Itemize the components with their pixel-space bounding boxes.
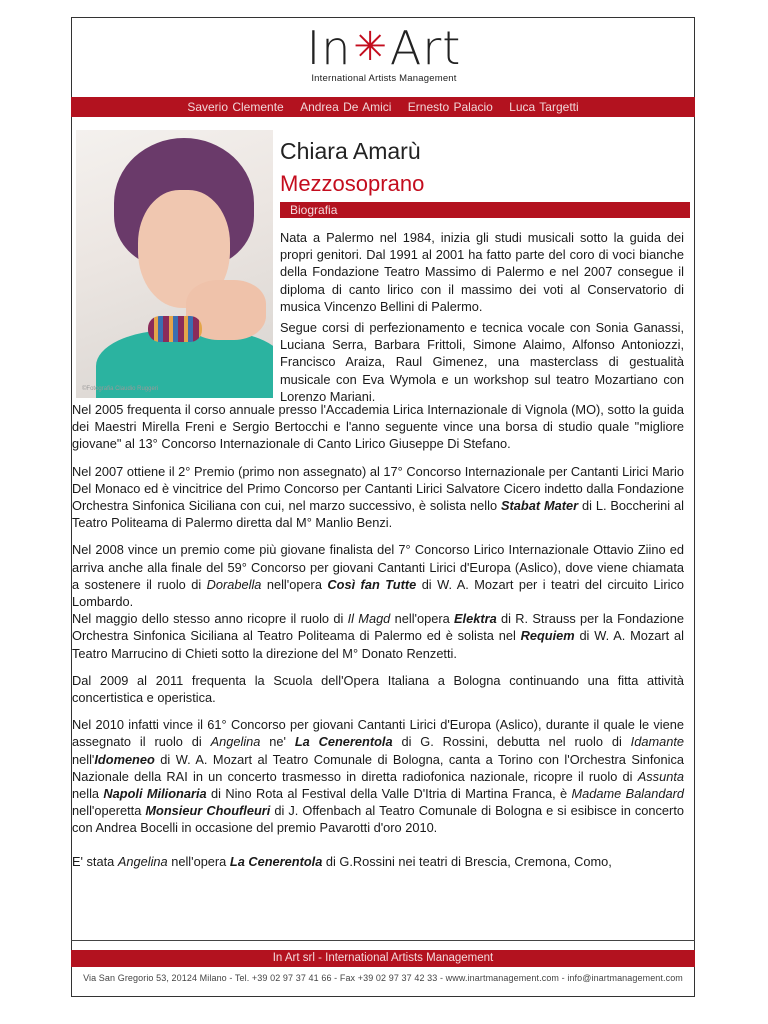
text-run: di Nino Rota al Festival della Valle D'Itria di Martina Franca, è (206, 786, 572, 802)
bio-paragraph (72, 853, 684, 870)
logo-right: Art (389, 21, 462, 75)
footer-address: Via San Gregorio 53, 20124 Milano - Tel. +39 02 97 37 41 66 - Fax +39 02 97 37 42 33 - www.inartmanagement.com - info@inartmanagement.com (83, 973, 683, 983)
work-title: La Cenerentola (229, 853, 323, 869)
artist-photo (76, 130, 273, 398)
artist-name: Chiara Amarù (280, 138, 421, 164)
work-title: Stabat Mater (500, 498, 579, 514)
work-title: La Cenerentola (294, 734, 393, 750)
text-run: nell'opera (261, 576, 328, 592)
text-run: nella (72, 786, 104, 802)
work-title: Requiem (520, 628, 575, 644)
star-icon: ✳ (353, 24, 388, 70)
artist-bar (71, 97, 695, 117)
text-run: di W. A. Mozart al Teatro Marrucino di Chieti sotto la direzione del M° Donato Renzetti. (72, 628, 684, 661)
text-run: di G. Rossini, debutta nel ruolo di (392, 734, 631, 750)
logo-subtitle: International Artists Management (311, 73, 457, 84)
bio-column (280, 229, 684, 409)
bio-body (72, 401, 684, 880)
text-run: nell'opera (167, 853, 230, 869)
text-run: di L. Boccherini al Teatro Politeama di Palermo diretta dal M° Manlio Benzi. (72, 498, 684, 531)
photo-credit: ©Fotografia Claudio Ruggeri (82, 386, 159, 392)
text-run: Nel 2007 ottiene il 2° Premio (primo non assegnato) al 17° Concorso Internazionale per Cantanti Lirici Mario Del Monaco ed è vincitrice del Primo Concorso per Cantanti Lirici Salvatore Cicero indetto dalla Fondazione Orchestra Sinfonica Siciliana con cui, nel marzo successivo, è solista nello (72, 463, 684, 514)
role-name: Angelina (117, 853, 168, 869)
work-title: Così fan Tutte (327, 576, 417, 592)
artist-link[interactable]: Saverio Clemente (187, 100, 284, 114)
artist-link[interactable]: Andrea De Amici (300, 100, 392, 114)
role-name: Il Magd (347, 611, 391, 627)
work-title: Monsieur Choufleuri (145, 803, 271, 819)
text-run: di W. A. Mozart per i teatri del circuito Lirico Lombardo. (72, 576, 684, 610)
text-run: Nel maggio dello stesso anno ricopre il ruolo di (72, 611, 348, 627)
logo-wordmark (0, 21, 768, 75)
text-run: nell'opera (390, 611, 455, 627)
bio-paragraph: Nel 2005 frequenta il corso annuale presso l'Accademia Lirica Internazionale di Vignola (MO), sotto la guida dei Maestri Mirella Freni e Sergio Bertocchi e l'anno seguente vince una borsa di studio quale "migliore giovane" al 13° Concorso Internazionale di Canto Lirico Giuseppe Di Stefano. (72, 402, 684, 452)
text-run: di J. Offenbach al Teatro Comunale di Bologna e si esibisce in concerto con Andrea Bocelli in occasione del premio Pavarotti d'oro 2010. (72, 803, 684, 836)
bio-paragraph (72, 541, 684, 610)
text-run: di R. Strauss per la Fondazione Orchestra Sinfonica Siciliana al Teatro Politeama di Palermo ed è solista nel (72, 611, 684, 644)
bio-paragraph (72, 716, 684, 836)
text-run: nell' (72, 751, 95, 767)
bio-paragraph (72, 610, 684, 662)
work-title: Elektra (454, 611, 497, 627)
role-name: Madame Balandard (571, 786, 685, 802)
text-run: di G.Rossini nei teatri di Brescia, Cremona, Como, (322, 853, 612, 869)
work-title: Napoli Milionaria (103, 786, 207, 802)
company-logo (0, 21, 768, 84)
bio-paragraph: Nata a Palermo nel 1984, inizia gli studi musicali sotto la guida dei propri genitori. Dal 1991 al 2001 ha fatto parte del coro di voci bianche della Fondazione Teatro Massimo di Palermo e nel 2007 consegue il diploma di canto lirico con il massimo dei voti al Conservatorio di musica Vincenzo Bellini di Palermo. (280, 230, 684, 314)
footer-divider (71, 940, 695, 941)
role-name: Dorabella (206, 576, 262, 592)
artist-link[interactable]: Luca Targetti (509, 100, 579, 114)
section-title: Biografia (280, 202, 690, 218)
bio-paragraph: Segue corsi di perfezionamento e tecnica vocale con Sonia Ganassi, Luciana Serra, Barbara Frittoli, Simone Alaimo, Alfonso Antoniozzi, Francisco Araiza, Raul Gimenez, una masterclass di gestualità musicale con Eva Wymola e un workshop sul teatro Mozartiano con Lorenzo Mariani. (280, 320, 684, 404)
role-name: Assunta (637, 768, 684, 784)
logo-left: In (306, 21, 352, 75)
text-run: E' stata (72, 853, 118, 869)
bio-paragraph: Dal 2009 al 2011 frequenta la Scuola dell'Opera Italiana a Bologna continuando una fitta attività concertistica e operistica. (72, 672, 684, 706)
photo-bracelet (148, 316, 202, 342)
artist-role: Mezzosoprano (280, 171, 425, 196)
text-run: ne' (260, 734, 295, 750)
footer-company: In Art srl - International Artists Management (71, 950, 695, 967)
text-run: Nel 2010 infatti vince il 61° Concorso per giovani Cantanti Lirici d'Europa (Aslico), durante il quale le viene assegnato il ruolo di (72, 717, 684, 750)
bio-paragraph (72, 463, 684, 532)
text-run: di W. A. Mozart al Teatro Comunale di Bologna, canta a Torino con l'Orchestra Sinfonica Nazionale della RAI in un concerto trasmesso in diretta radiofonica nazionale, ricopre il ruolo di (72, 751, 684, 784)
text-run: nell'operetta (72, 803, 146, 819)
artist-link[interactable]: Ernesto Palacio (407, 100, 493, 114)
role-name: Angelina (210, 734, 261, 750)
role-name: Idamante (630, 734, 685, 750)
work-title: Idomeneo (94, 751, 155, 767)
text-run: Nel 2008 vince un premio come più giovane finalista del 7° Concorso Lirico Internazionale Ottavio Ziino ed arriva anche alla finale del 59° Concorso per giovani Cantanti Lirici d'Europa (Aslico), dove viene chiamata a sostenere il ruolo di (72, 542, 684, 592)
